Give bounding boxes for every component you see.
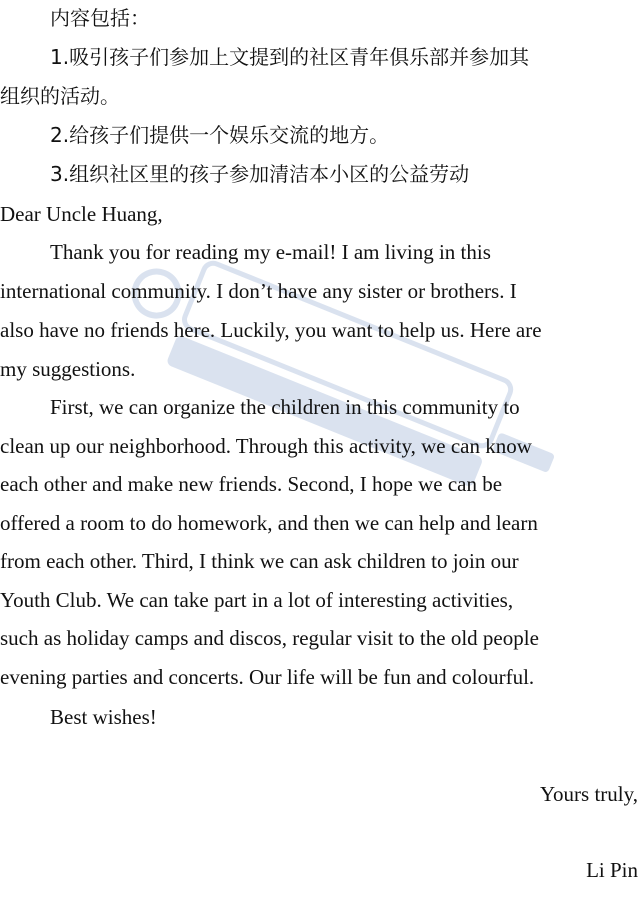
para1-line-3: also have no friends here. Luckily, you want to help us. Here are — [0, 318, 542, 342]
para2-line-8: evening parties and concerts. Our life will be fun and colourful. — [0, 665, 535, 689]
letter-salutation: Dear Uncle Huang, — [0, 202, 163, 226]
para1-line-1: Thank you for reading my e-mail! I am living in this — [50, 240, 491, 264]
signoff: Yours truly, — [539, 782, 638, 806]
outline-point-2: 2.给孩子们提供一个娱乐交流的地方。 — [50, 123, 390, 147]
closing-wish: Best wishes! — [50, 705, 157, 729]
para2-line-1: First, we can organize the children in this community to — [50, 395, 520, 419]
outline-point-1-line-2: 组织的活动。 — [0, 84, 120, 108]
para2-line-3: each other and make new friends. Second, I hope we can be — [0, 472, 503, 496]
para2-line-5: from each other. Third, I think we can ask children to join our — [0, 549, 519, 573]
para1-line-2: international community. I don’t have any sister or brothers. I — [0, 279, 517, 303]
para2-line-4: offered a room to do homework, and then we can help and learn — [0, 511, 538, 535]
para2-line-6: Youth Club. We can take part in a lot of interesting activities, — [0, 588, 514, 612]
para2-line-2: clean up our neighborhood. Through this activity, we can know — [0, 434, 532, 458]
signature: Li Pin — [586, 858, 638, 882]
para1-line-4: my suggestions. — [0, 357, 136, 381]
outline-point-3: 3.组织社区里的孩子参加清洁本小区的公益劳动 — [50, 162, 470, 186]
para2-line-7: such as holiday camps and discos, regular visit to the old people — [0, 626, 539, 650]
outline-heading: 内容包括： — [50, 6, 150, 30]
outline-point-1-line-1: 1.吸引孩子们参加上文提到的社区青年俱乐部并参加其 — [50, 45, 530, 69]
